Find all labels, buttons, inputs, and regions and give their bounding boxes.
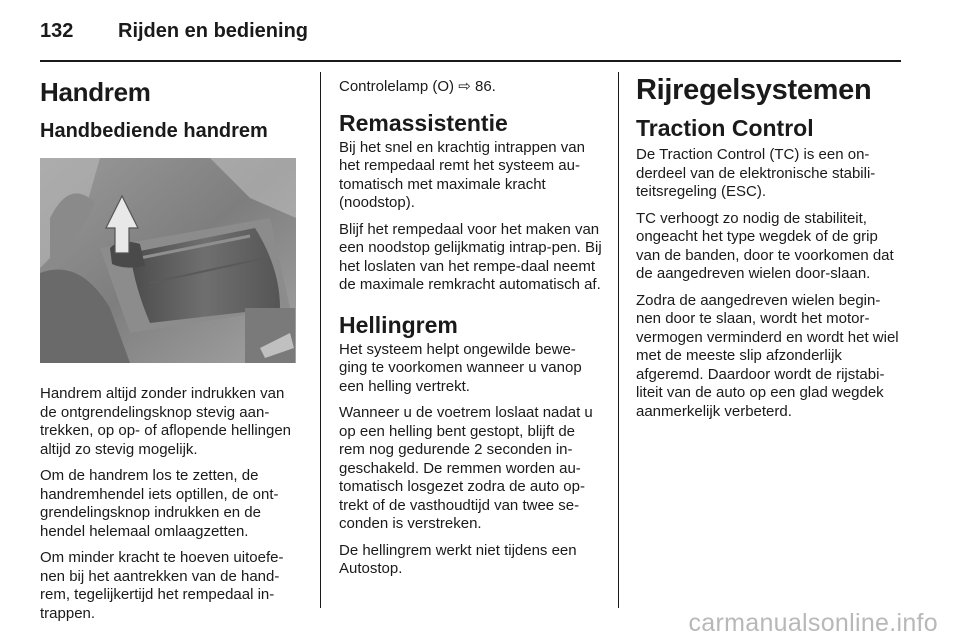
column-remassistentie xyxy=(339,72,604,587)
handbrake-lever-photo xyxy=(40,158,296,363)
column-handrem xyxy=(40,72,303,631)
reference-line xyxy=(339,78,604,97)
heading-remassistentie: Remassistentie xyxy=(339,109,508,136)
paragraph: Om minder kracht te hoeven uitoefe-nen bij het aantrekken van de hand-rem, tegelijkertijd het rempedaal in-trappen. xyxy=(40,549,284,622)
column-rijregelsystemen xyxy=(636,72,902,429)
page-reference-arrow-icon: ⇨ xyxy=(458,78,471,95)
column-divider-2 xyxy=(618,72,619,608)
paragraph: Zodra de aangedreven wielen begin-nen door te slaan, wordt het motor-vermogen verminderd en wordt het wiel met de meeste slip afzonderlijk afgeremd. Daardoor wordt de rijstabi-liteit van de auto op een glad wegdek aanmerkelijk verbeterd. xyxy=(636,291,899,420)
reference-text: Controlelamp xyxy=(339,78,429,95)
paragraph: Blijf het rempedaal voor het maken van een noodstop gelijkmatig intrap-pen. Bij het loslaten van het rempe-daal neemt de maximale remkracht automatisch af. xyxy=(339,220,602,293)
paragraph: Om de handrem los te zetten, de handremhendel iets optillen, de ont-grendelingsknop indrukken en de hendel helemaal omlaagzetten. xyxy=(40,467,279,540)
paragraph: De Traction Control (TC) is een on-derdeel van de elektronische stabili-teitsregeling (ESC). xyxy=(636,146,876,200)
heading-handrem: Handrem xyxy=(40,77,151,107)
heading-hellingrem: Hellingrem xyxy=(339,311,458,338)
subheading-traction-control: Traction Control xyxy=(636,115,814,141)
brake-warning-symbol-icon: (O) xyxy=(432,78,455,95)
paragraph: Handrem altijd zonder indrukken van de ontgrendelingsknop stevig aan-trekken, op op- of aflopende hellingen altijd zo stevig mogelijk. xyxy=(40,385,292,458)
paragraph: Wanneer u de voetrem loslaat nadat u op een helling bent gestopt, blijft de rem nog gedurende 2 seconden in-geschakeld. De remmen worden au-tomatisch losgezet zodra de auto op-trekt of de vasthoudtijd van twee se-conden is verstreken. xyxy=(339,404,593,532)
paragraph: Het systeem helpt ongewilde bewe-ging te voorkomen wanneer u vanop een helling vertrekt. xyxy=(339,340,582,395)
paragraph: Bij het snel en krachtig intrappen van het rempedaal remt het systeem au-tomatisch met maximale kracht (noodstop). xyxy=(339,138,585,211)
heading-rijregelsystemen: Rijregelsystemen xyxy=(636,74,872,106)
column-divider-1 xyxy=(320,72,321,608)
page-reference-number: 86. xyxy=(474,78,496,95)
paragraph: TC verhoogt zo nodig de stabiliteit, ongeacht het type wegdek of de grip van de banden, door te voorkomen dat de aangedreven wielen door-slaan. xyxy=(636,209,894,282)
paragraph: De hellingrem werkt niet tijdens een Autostop. xyxy=(339,541,577,577)
subheading-handbediende-handrem: Handbediende handrem xyxy=(40,120,268,142)
section-title: Rijden en bediening xyxy=(118,20,309,42)
watermark: carmanualsonline.info xyxy=(688,609,938,637)
page-number: 132 xyxy=(40,20,74,42)
header-rule xyxy=(40,60,901,62)
